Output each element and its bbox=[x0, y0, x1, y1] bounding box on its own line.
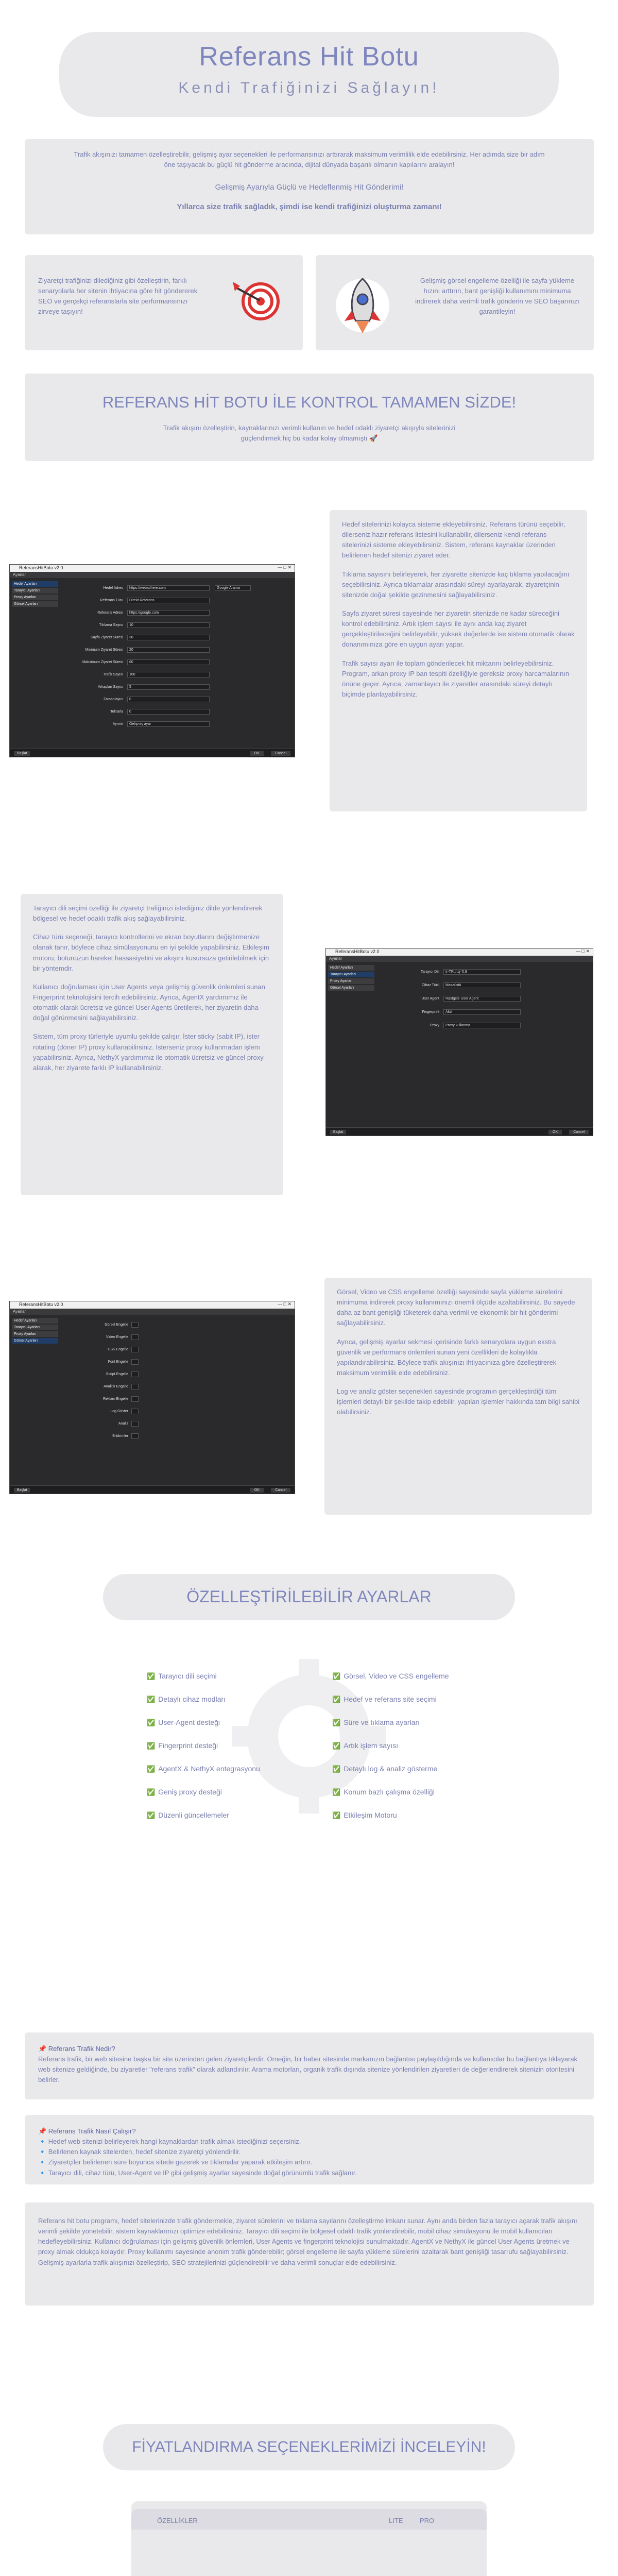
check-icon: ✅ bbox=[147, 1765, 156, 1773]
form-label: Referans Adresi bbox=[97, 611, 123, 615]
check-icon: ✅ bbox=[147, 1719, 156, 1726]
app-window-browser-settings bbox=[325, 948, 593, 1136]
desc2-para-1: Tarayıcı dili seçimi özelliği ile ziyaretçi trafiğinizi istediğiniz dilde yönlendirerek bölgesel ve hedef odaklı trafik akış sağlayabilirsiniz. bbox=[33, 904, 263, 923]
form-input[interactable] bbox=[131, 1384, 139, 1389]
pricing-header-label: ÖZELLİKLER bbox=[157, 2517, 198, 2524]
form-row bbox=[383, 1023, 439, 1029]
form-input[interactable]: Proxy kullanma bbox=[443, 1023, 521, 1028]
check-icon: ✅ bbox=[147, 1811, 156, 1819]
app-menu[interactable]: Ayarlar bbox=[10, 572, 295, 578]
info3-text: Referans hit botu programı, hedef sitelerinizde trafik göndermekle, ziyaret sürelerini ve tıklama sayılarını özelleştirme imkanı sunar. Aynı anda birden fazla tarayıcı açarak trafik akışını verimli şekilde yönetebilir, sistem kaynaklarınızı optimize edebilirsiniz. Tarayıcı dili seçimi ile bölgesel odaklı trafik yönlendirebilir, mobil cihaz simülasyonu ile mobil kullanıcıları hedefleyebilirsiniz. Kullanıcı doğrulaması için gelişmiş güvenlik önlemleri, User Agents ve fingerprint teknolojisi sunulmaktadır. AgentX ve NethyX ile güncel User Agents üretmek ve proxy almak oldukça kolaydır. Proxy kullanımı sayesinde anonim trafik gönderebilir; görsel engelleme ile sayfa yükleme sürelerini azaltarak bant genişliği tasarrufu sağlayabilirsiniz. Gelişmiş ayarlarla trafik akışınızı özelleştirip, SEO stratejilerinizi güçlendirebilir ve daha verimli sonuçlar elde edebilirsiniz. bbox=[38, 2217, 577, 2266]
form-row bbox=[72, 709, 123, 715]
form-label: Analiz bbox=[118, 1422, 128, 1426]
feature-item-label: Artık işlem sayısı bbox=[344, 1741, 398, 1750]
form-row bbox=[66, 1421, 128, 1427]
form-input[interactable] bbox=[131, 1334, 139, 1340]
feature-item-label: Tarayıcı dili seçimi bbox=[158, 1672, 217, 1680]
app-titlebar: ReferansHitBotu v2.0 — □ ✕ bbox=[10, 1301, 295, 1309]
form-row bbox=[66, 1334, 128, 1341]
sidebar-item-visual[interactable]: Görsel Ayarları bbox=[12, 1338, 58, 1344]
sidebar-item-proxy[interactable]: Proxy Ayarları bbox=[12, 1331, 58, 1337]
form-row bbox=[66, 1433, 128, 1439]
start-button[interactable]: Başlat bbox=[14, 1488, 30, 1493]
intro-box bbox=[25, 139, 594, 234]
form-input[interactable]: 20 bbox=[127, 647, 210, 653]
form-input[interactable] bbox=[131, 1371, 139, 1377]
form-row bbox=[383, 1009, 439, 1015]
intro-text: Trafik akışınızı tamamen özelleştirebilir, gelişmiş ayar seçenekleri ile performansınızı arttırarak maksimum verimlilik elde edebilirsiniz. Her adımda size bir adım öne taşıyacak bu güçlü hit gönderme aracında, dijital dünyada başarılı olmanın kapılarını aralayın! bbox=[74, 150, 545, 169]
start-button[interactable]: Başlat bbox=[330, 1130, 346, 1134]
desc-box-1 bbox=[330, 510, 587, 811]
form-label: Sayfa Ziyaret Süresi bbox=[90, 636, 123, 639]
desc1-para-1: Hedef sitelerinizi kolayca sisteme ekleyebilirsiniz. Referans türünü seçebilir, dilerseniz hazır referans listesini kullanabilir, dilerseniz kendi referans sitelerinizi sisteme ekleyebilirsiniz. Sistem, referans kaynaklar üzerinden belirlenen hedef sitenizi ziyaret eder. bbox=[342, 520, 565, 560]
form-label: Analitik Engelle bbox=[104, 1385, 128, 1388]
form-label: Fingerprint bbox=[422, 1010, 439, 1014]
feature-item-label: Hedef ve referans site seçimi bbox=[344, 1695, 437, 1703]
feature-card-right-text: Gelişmiş görsel engelleme özelliği ile sayfa yükleme hızını arttırın, bant genişliği kullanımını minimuma indirerek daha verimli trafik gönderin ve SEO başarınızı garantileyin! bbox=[415, 277, 579, 316]
feature-item-label: Görsel, Video ve CSS engelleme bbox=[344, 1672, 449, 1680]
form-row bbox=[66, 1409, 128, 1415]
form-label: Cihaz Türü bbox=[421, 984, 439, 987]
cancel-button[interactable]: Cancel bbox=[271, 1488, 290, 1493]
info2-item-3: 🔹 Ziyaretçiler belirlenen süre boyunca sitede gezerek ve tıklamalar yaparak etkileşim artırır. bbox=[38, 2158, 313, 2166]
ok-button[interactable]: OK bbox=[250, 1488, 264, 1493]
feature-item bbox=[332, 1695, 437, 1704]
form-input[interactable]: 0 bbox=[127, 709, 210, 715]
sidebar-item-target[interactable]: Hedef Ayarları bbox=[12, 581, 58, 587]
form-row bbox=[72, 610, 123, 616]
form-input[interactable]: Rastgele User Agent bbox=[443, 996, 521, 1002]
form-row bbox=[72, 697, 123, 703]
info-box-3 bbox=[25, 2202, 594, 2306]
target-dart-icon bbox=[231, 275, 282, 326]
form-label: User Agent bbox=[421, 997, 439, 1001]
desc-box-3 bbox=[324, 1278, 592, 1515]
form-input[interactable]: Gelişmiş ayar bbox=[127, 721, 210, 727]
sidebar-item-target[interactable]: Hedef Ayarları bbox=[12, 1318, 58, 1324]
desc3-para-2: Ayrıca, gelişmiş ayarlar sekmesi içerisinde farklı senaryolara uygun ekstra güvenlik ve performans önlemleri sunan yeni özellikleri de kolaylıkla yapılandırabilirsiniz. Böylece trafik akışınızı ihtiyacınıza göre özelleştirerek maksimum verimlilik elde edebilirsiniz. bbox=[337, 1337, 557, 1377]
form-row bbox=[383, 969, 439, 975]
start-button[interactable]: Başlat bbox=[14, 751, 30, 756]
form-label: Maksimum Ziyaret Süresi bbox=[82, 660, 123, 664]
form-input[interactable] bbox=[131, 1421, 139, 1427]
form-row bbox=[72, 598, 123, 604]
form-row bbox=[383, 996, 439, 1002]
form-row bbox=[383, 982, 439, 989]
control-box bbox=[25, 374, 594, 461]
form-input[interactable]: 100 bbox=[127, 672, 210, 677]
sidebar-item-visual[interactable]: Görsel Ayarları bbox=[328, 985, 374, 991]
app-menu[interactable]: Ayarlar bbox=[10, 1309, 295, 1315]
info-box-2 bbox=[25, 2115, 594, 2184]
feature-item bbox=[147, 1811, 229, 1820]
form-row bbox=[72, 585, 123, 591]
form-label: Minimum Ziyaret Süresi bbox=[85, 648, 123, 652]
feature-item bbox=[332, 1741, 398, 1750]
pricing-title: FİYATLANDIRMA SEÇENEKLERİMİZİ İNCELEYİN! bbox=[132, 2438, 486, 2455]
form-row bbox=[66, 1396, 128, 1402]
form-label: Script Engelle bbox=[106, 1372, 128, 1376]
info-box-1 bbox=[25, 2032, 594, 2099]
app-menu[interactable]: Ayarlar bbox=[326, 956, 593, 962]
form-label: CSS Engelle bbox=[108, 1348, 128, 1351]
form-label: Referans Türü bbox=[100, 599, 123, 602]
form-input[interactable] bbox=[131, 1359, 139, 1365]
info1-title: 📌 Referans Trafik Nedir? bbox=[38, 2045, 115, 2053]
form-label: Tarayıcı Dili bbox=[420, 970, 439, 974]
feature-card-right bbox=[316, 255, 594, 350]
desc1-para-3: Sayfa ziyaret süresi sayesinde her ziyaretin sitenizde ne kadar süreceğini kontrol edebilirsiniz. Artık işlem sayısı ile aynı anda kaç ziyaret gerçekleştirileceğini belirleyebilir, yüksek değerlerde ise sistem otomatik olarak donanımınıza göre en uygun ayarı yapar. bbox=[342, 609, 575, 649]
feature-item-label: Fingerprint desteği bbox=[158, 1741, 218, 1750]
pricing-header-lite: LITE bbox=[389, 2517, 403, 2524]
form-input[interactable]: 30 bbox=[127, 635, 210, 640]
desc1-para-2: Tıklama sayısını belirleyerek, her ziyarette sitenizde kaç tıklama yapılacağını seçebilirsiniz. Ayrıca tıklamalar arasındaki süreyi ayarlayarak, ziyaretçinin sitenizde doğal şekilde gezinmesini sağlayabilirsiniz. bbox=[342, 570, 570, 599]
app-window-target-settings bbox=[9, 564, 295, 757]
form-input[interactable] bbox=[131, 1409, 139, 1414]
check-icon: ✅ bbox=[147, 1672, 156, 1680]
app-titlebar: ReferansHitBotu v2.0 — □ ✕ bbox=[326, 948, 593, 956]
rocket-icon bbox=[329, 269, 396, 336]
feature-item bbox=[147, 1765, 260, 1773]
feature-item-label: Detaylı cihaz modları bbox=[158, 1695, 226, 1703]
sidebar-item-target[interactable]: Hedef Ayarları bbox=[328, 965, 374, 971]
feature-item bbox=[332, 1788, 435, 1797]
feature-item-label: User-Agent desteği bbox=[158, 1718, 220, 1726]
pricing-title-pill bbox=[103, 2424, 515, 2470]
form-input[interactable]: https://google.com bbox=[127, 610, 210, 616]
form-row bbox=[66, 1347, 128, 1353]
form-label: Hedef Adres bbox=[103, 586, 123, 590]
form-input[interactable] bbox=[131, 1347, 139, 1352]
form-label: Tıklama Sayısı bbox=[99, 623, 123, 627]
form-row bbox=[72, 659, 123, 666]
form-input[interactable]: 10 bbox=[127, 622, 210, 628]
cancel-button[interactable]: Cancel bbox=[569, 1130, 589, 1134]
pricing-header-pro: PRO bbox=[420, 2517, 435, 2524]
form-label: Video Engelle bbox=[106, 1335, 128, 1339]
form-row bbox=[66, 1359, 128, 1365]
feature-item-label: Düzenli güncellemeler bbox=[158, 1811, 229, 1819]
form-input[interactable]: tr-TR,tr;q=0.9 bbox=[443, 969, 521, 975]
form-label: Ayrıntı bbox=[112, 722, 123, 726]
cancel-button[interactable]: Cancel bbox=[271, 751, 290, 756]
page-title: Referans Hit Botu bbox=[199, 42, 419, 72]
page-subtitle: Kendi Trafiğinizi Sağlayın! bbox=[178, 79, 440, 96]
desc3-para-3: Log ve analiz göster seçenekleri sayesinde programın gerçekleştirdiği tüm işlemleri detaylı bir şekilde takip edebilir, yapılan işlemler hakkında tam bilgi sahibi olabilirsiniz. bbox=[337, 1387, 580, 1416]
form-label: Font Engelle bbox=[108, 1360, 128, 1364]
form-row bbox=[72, 635, 123, 641]
desc2-para-3: Kullanıcı doğrulaması için User Agents veya gelişmiş güvenlik önlemleri sunan Fingerprint teknolojisini tercih edebilirsiniz. Ayrıca, AgentX yardımımız ile otomatik olarak ücretsiz ve güncel User Agents üretilerek, her ziyaretin daha doğal görünmesini sağlayabilirsiniz. bbox=[33, 982, 265, 1022]
form-row bbox=[72, 672, 123, 678]
sidebar-item-browser[interactable]: Tarayıcı Ayarları bbox=[12, 1325, 58, 1330]
feature-item bbox=[332, 1765, 437, 1773]
form-row bbox=[72, 721, 123, 727]
check-icon: ✅ bbox=[332, 1788, 341, 1796]
form-input[interactable]: Masaüstü bbox=[443, 982, 521, 988]
ok-button[interactable]: OK bbox=[548, 1130, 562, 1134]
form-label: Tekrarla bbox=[110, 710, 123, 714]
form-input[interactable]: Direkt Referans bbox=[127, 598, 210, 603]
intro-tagline: Yıllarca size trafik sağladık, şimdi ise kendi trafiğinizi oluşturma zamanı! bbox=[177, 202, 442, 211]
form-label: Proxy bbox=[430, 1024, 439, 1027]
form-input[interactable]: Aktif bbox=[443, 1009, 521, 1015]
app-sidebar bbox=[12, 1318, 58, 1345]
check-icon: ✅ bbox=[147, 1788, 156, 1796]
pricing-header bbox=[157, 2517, 492, 2524]
form-label: Görsel Engelle bbox=[105, 1323, 128, 1327]
check-icon: ✅ bbox=[332, 1672, 341, 1680]
form-row bbox=[72, 684, 123, 690]
feature-item-label: Detaylı log & analiz gösterme bbox=[344, 1765, 438, 1773]
feature-item-label: AgentX & NethyX entegrasyonu bbox=[158, 1765, 260, 1773]
check-icon: ✅ bbox=[147, 1742, 156, 1750]
form-label: Bildirimler bbox=[112, 1434, 128, 1438]
sidebar-item-visual[interactable]: Görsel Ayarları bbox=[12, 601, 58, 607]
sidebar-item-browser[interactable]: Tarayıcı Ayarları bbox=[328, 972, 374, 977]
app-sidebar bbox=[328, 965, 374, 992]
check-icon: ✅ bbox=[332, 1765, 341, 1773]
intro-highlight: Gelişmiş Ayarıyla Güçlü ve Hedeflenmiş Hit Gönderimi! bbox=[215, 183, 404, 192]
sidebar-item-proxy[interactable]: Proxy Ayarları bbox=[328, 978, 374, 984]
check-icon: ✅ bbox=[147, 1696, 156, 1703]
check-icon: ✅ bbox=[332, 1719, 341, 1726]
form-row bbox=[72, 647, 123, 653]
feature-item bbox=[332, 1672, 449, 1681]
form-label: Trafik Sayısı bbox=[103, 673, 123, 676]
form-input[interactable]: 5 bbox=[127, 684, 210, 690]
feature-item-label: Etkileşim Motoru bbox=[344, 1811, 397, 1819]
form-input[interactable]: 60 bbox=[127, 659, 210, 665]
feature-item-label: Konum bazlı çalışma özelliği bbox=[344, 1788, 435, 1796]
feature-card-left bbox=[25, 255, 303, 350]
info2-item-1: 🔹 Hedef web sitenizi belirleyerek hangi kaynaklardan trafik almak istediğinizi seçersiniz. bbox=[38, 2138, 301, 2146]
check-icon: ✅ bbox=[332, 1696, 341, 1703]
desc-box-2 bbox=[21, 894, 283, 1195]
feature-item bbox=[332, 1811, 397, 1820]
info1-text: Referans trafik, bir web sitesine başka bir site üzerinden gelen ziyaretçilerdir. Örneğin, bir haber sitesinde markanızın bağlantısı paylaşıldığında ve kullanıcılar bu bağlantıya tıklayarak web sitenize geldiğinde, bu ziyaretler "referans trafik" olarak adlandırılır. Arama motorları, organik trafik dışında sitenize yönlendirilen ziyaretleri de değerlendirerek sitenizin otoritesini belirler. bbox=[38, 2055, 578, 2084]
hero-banner bbox=[59, 32, 559, 117]
feature-item bbox=[147, 1788, 222, 1797]
form-row bbox=[66, 1322, 128, 1328]
desc2-para-4: Sistem, tüm proxy türleriyle uyumlu şekilde çalışır. İster sticky (sabit IP), ister rotating (döner IP) proxy kullanabilirsiniz. İsterseniz proxy kullanmadan işlem yapabilirsiniz. Ayrıca, NethyX yardımımız ile otomatik ücretsiz ve güncel proxy alarak, her ziyarete farklı IP kullanabilirsiniz. bbox=[33, 1032, 264, 1072]
sidebar-item-browser[interactable]: Tarayıcı Ayarları bbox=[12, 588, 58, 594]
info2-title: 📌 Referans Trafik Nasıl Çalışır? bbox=[38, 2127, 136, 2135]
check-icon: ✅ bbox=[332, 1811, 341, 1819]
ok-button[interactable]: OK bbox=[250, 751, 264, 756]
feature-item bbox=[147, 1672, 217, 1681]
form-row bbox=[72, 622, 123, 629]
feature-item-label: Süre ve tıklama ayarları bbox=[344, 1718, 420, 1726]
control-text: Trafik akışını özelleştirin, kaynaklarınızı verimli kullanın ve hedef odaklı ziyaretçi akışıyla sitelerinizi güçlendirmek hiç bu kadar kolay olmamıştı 🚀 bbox=[163, 424, 456, 443]
sidebar-item-proxy[interactable]: Proxy Ayarları bbox=[12, 595, 58, 600]
feature-item bbox=[147, 1718, 220, 1727]
desc2-para-2: Cihaz türü seçeneği, tarayıcı kontrollerini ve ekran boyutlarını değiştirmenize olanak tanır, böylece cihaz simülasyonunu en iyi şekilde yapabilirsiniz. Etkileşim motoru, botunuzun hareket hassasiyetini ve akışını kusursuza getirilebilmek için bir yöntemdir. bbox=[33, 933, 269, 972]
form-row bbox=[66, 1371, 128, 1378]
desc1-para-4: Trafik sayısı ayarı ile toplam gönderilecek hit miktarını belirleyebilirsiniz. Program, arkan proxy IP ban tespiti özelliğiyle gereksiz proxy harcamalarının önüne geçer. Ayrıca, zamanlayıcı ile ziyaretler arasındaki süreyi detaylı biçimde planlayabilirsiniz. bbox=[342, 659, 570, 698]
app-window-visual-settings bbox=[9, 1301, 295, 1494]
feature-card-left-text: Ziyaretçi trafiğinizi dilediğiniz gibi özelleştirin, farklı senaryolarla her sitenin ihtiyacına göre hit göndererek SEO ve gerçekçi referanslarla site performansınızı zirveye taşıyın! bbox=[38, 277, 198, 316]
feature-item bbox=[332, 1718, 420, 1727]
form-label: Zamanlayıcı bbox=[103, 698, 123, 701]
form-label: Log Göster bbox=[110, 1410, 128, 1413]
form-input[interactable] bbox=[131, 1322, 139, 1328]
form-input-extra[interactable]: Google Arama bbox=[215, 585, 251, 591]
form-label: Arkaplan Sayısı bbox=[97, 685, 123, 689]
form-input[interactable] bbox=[131, 1396, 139, 1402]
info2-item-2: 🔹 Belirlenen kaynak sitelerden, hedef sitenize ziyaretçi yönlendirilir. bbox=[38, 2148, 241, 2156]
desc3-para-1: Görsel, Video ve CSS engelleme özelliği sayesinde sayfa yükleme sürelerini minimuma indirerek proxy kullanımınızı önemli ölçüde azaltabilirsiniz. Bu sayede daha az bant genişliği tüketerek daha verimli ve ekonomik bir hit gönderimi sağlayabilirsiniz. bbox=[337, 1288, 575, 1327]
features-title: ÖZELLEŞTİRİLEBİLİR AYARLAR bbox=[186, 1587, 432, 1606]
control-title: REFERANS HİT BOTU İLE KONTROL TAMAMEN SİZDE! bbox=[102, 393, 517, 411]
feature-item bbox=[147, 1695, 226, 1704]
app-sidebar bbox=[12, 581, 58, 608]
form-input[interactable]: https://webadhere.com bbox=[127, 585, 210, 591]
form-input[interactable] bbox=[131, 1433, 139, 1439]
form-label: Reklam Engelle bbox=[102, 1397, 128, 1401]
feature-item bbox=[147, 1741, 218, 1750]
features-title-pill bbox=[103, 1574, 515, 1620]
app-titlebar: ReferansHitBotu v2.0 — □ ✕ bbox=[10, 565, 295, 572]
form-row bbox=[66, 1384, 128, 1390]
check-icon: ✅ bbox=[332, 1742, 341, 1750]
feature-item-label: Geniş proxy desteği bbox=[158, 1788, 222, 1796]
form-input[interactable]: 0 bbox=[127, 697, 210, 702]
info2-item-4: 🔹 Tarayıcı dili, cihaz türü, User-Agent ve IP gibi gelişmiş ayarlar sayesinde doğal görünümlü trafik sağlanır. bbox=[38, 2168, 357, 2177]
